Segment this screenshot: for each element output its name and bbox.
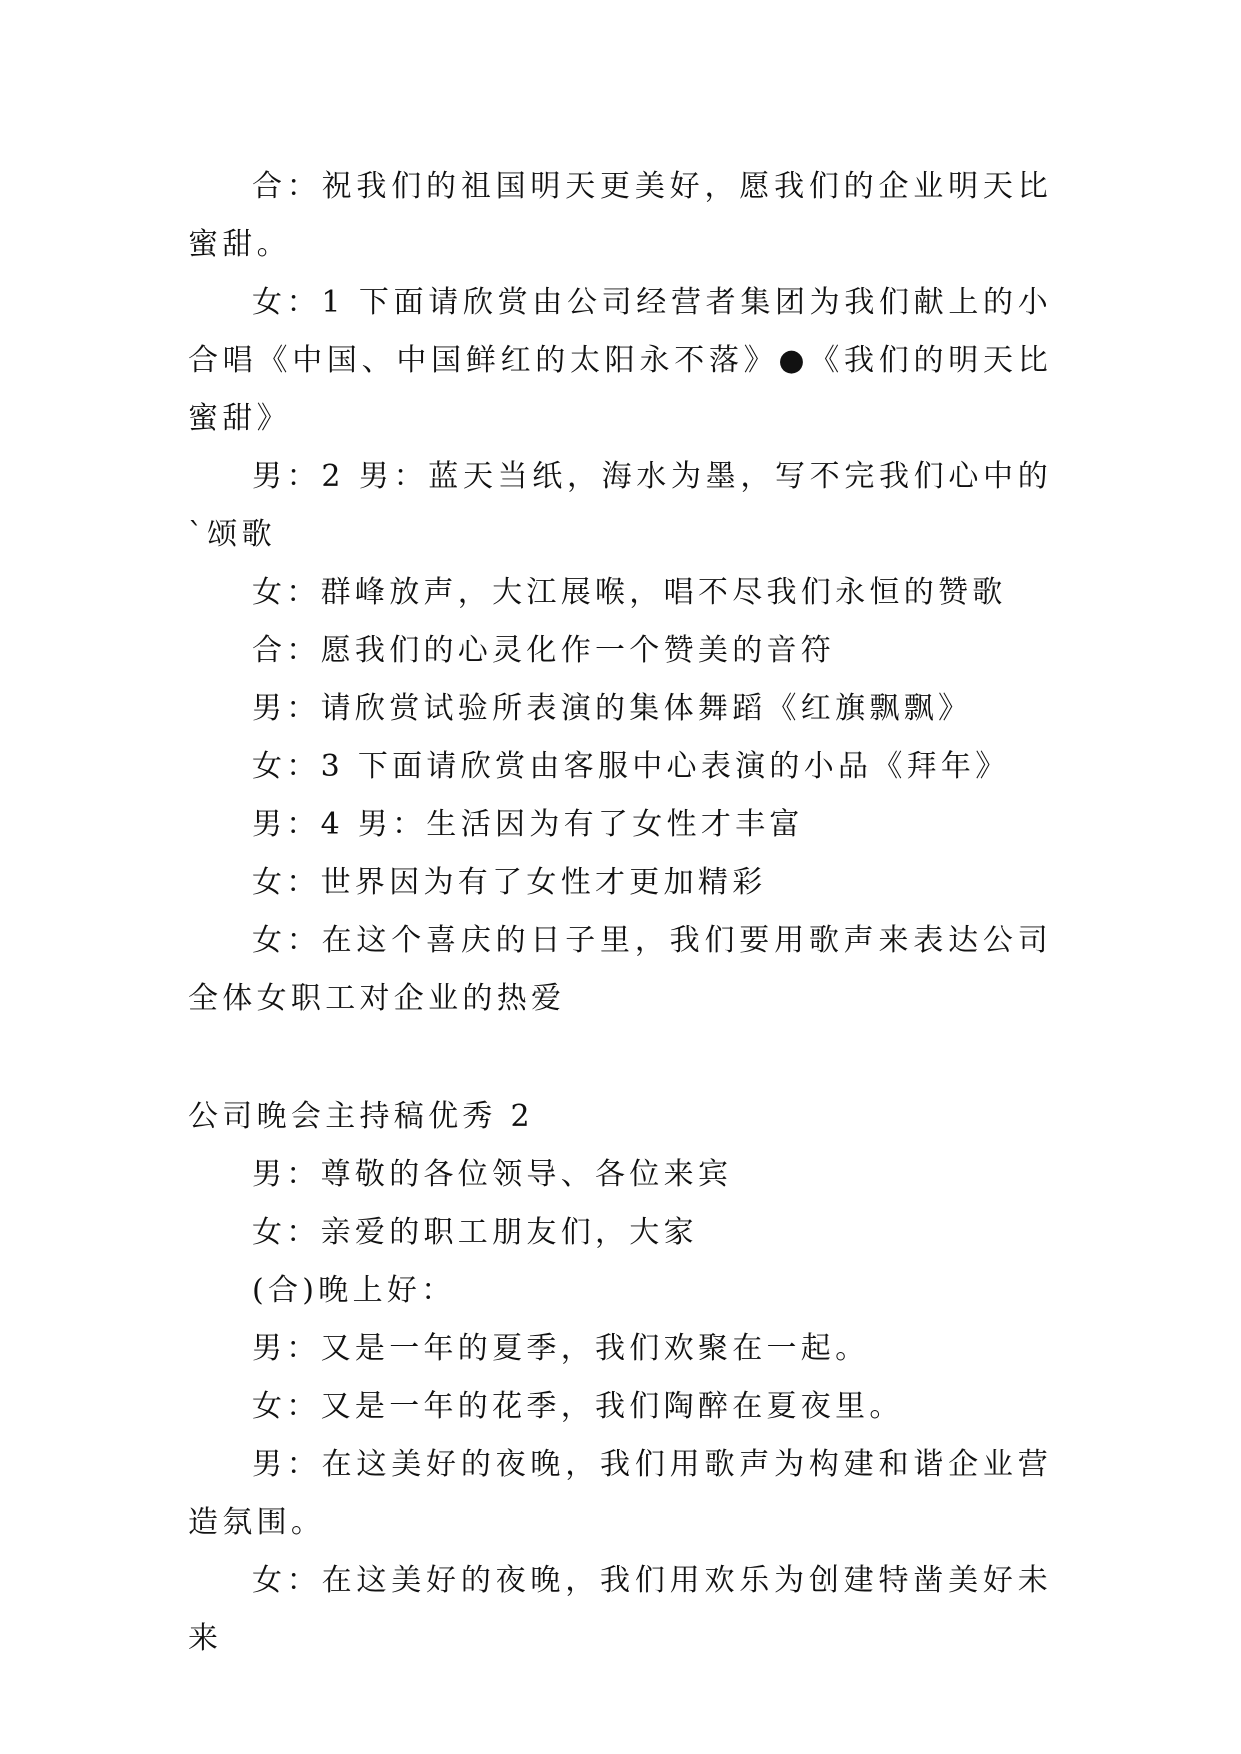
paragraph: 女：1 下面请欣赏由公司经营者集团为我们献上的小合唱《中国、中国鲜红的太阳永不落》●《我们的明天比蜜甜》 [188,285,1052,436]
paragraph: 女：在这个喜庆的日子里，我们要用歌声来表达公司全体女职工对企业的热爱 [188,923,1052,1016]
paragraph: 女：又是一年的花季，我们陶醉在夏夜里。 [252,1389,904,1424]
paragraph: 男：4 男：生活因为有了女性才丰富 [252,807,804,842]
document-body [188,158,1052,1668]
paragraph: 男：又是一年的夏季，我们欢聚在一起。 [252,1331,870,1366]
paragraph: 男：在这美好的夜晚，我们用歌声为构建和谐企业营造氛围。 [188,1447,1052,1540]
paragraph: 女：在这美好的夜晚，我们用欢乐为创建特凿美好未来 [188,1563,1052,1656]
paragraph: 女：世界因为有了女性才更加精彩 [252,865,767,900]
paragraph: 男：尊敬的各位领导、各位来宾 [252,1157,733,1192]
paragraph: 男：2 男：蓝天当纸，海水为墨，写不完我们心中的`颂歌 [188,459,1052,552]
section-gap [188,1028,1052,1088]
paragraph: 女：3 下面请欣赏由客服中心表演的小品《拜年》 [252,749,1010,784]
paragraph: 男：请欣赏试验所表演的集体舞蹈《红旗飘飘》 [252,691,973,726]
section-title: 公司晚会主持稿优秀 2 [188,1099,534,1134]
paragraph: 合：祝我们的祖国明天更美好，愿我们的企业明天比蜜甜。 [188,169,1052,262]
paragraph: 合：愿我们的心灵化作一个赞美的音符 [252,633,836,668]
paragraph: (合)晚上好： [252,1273,456,1308]
paragraph: 女：亲爱的职工朋友们，大家 [252,1215,698,1250]
paragraph: 女：群峰放声，大江展喉，唱不尽我们永恒的赞歌 [252,575,1007,610]
